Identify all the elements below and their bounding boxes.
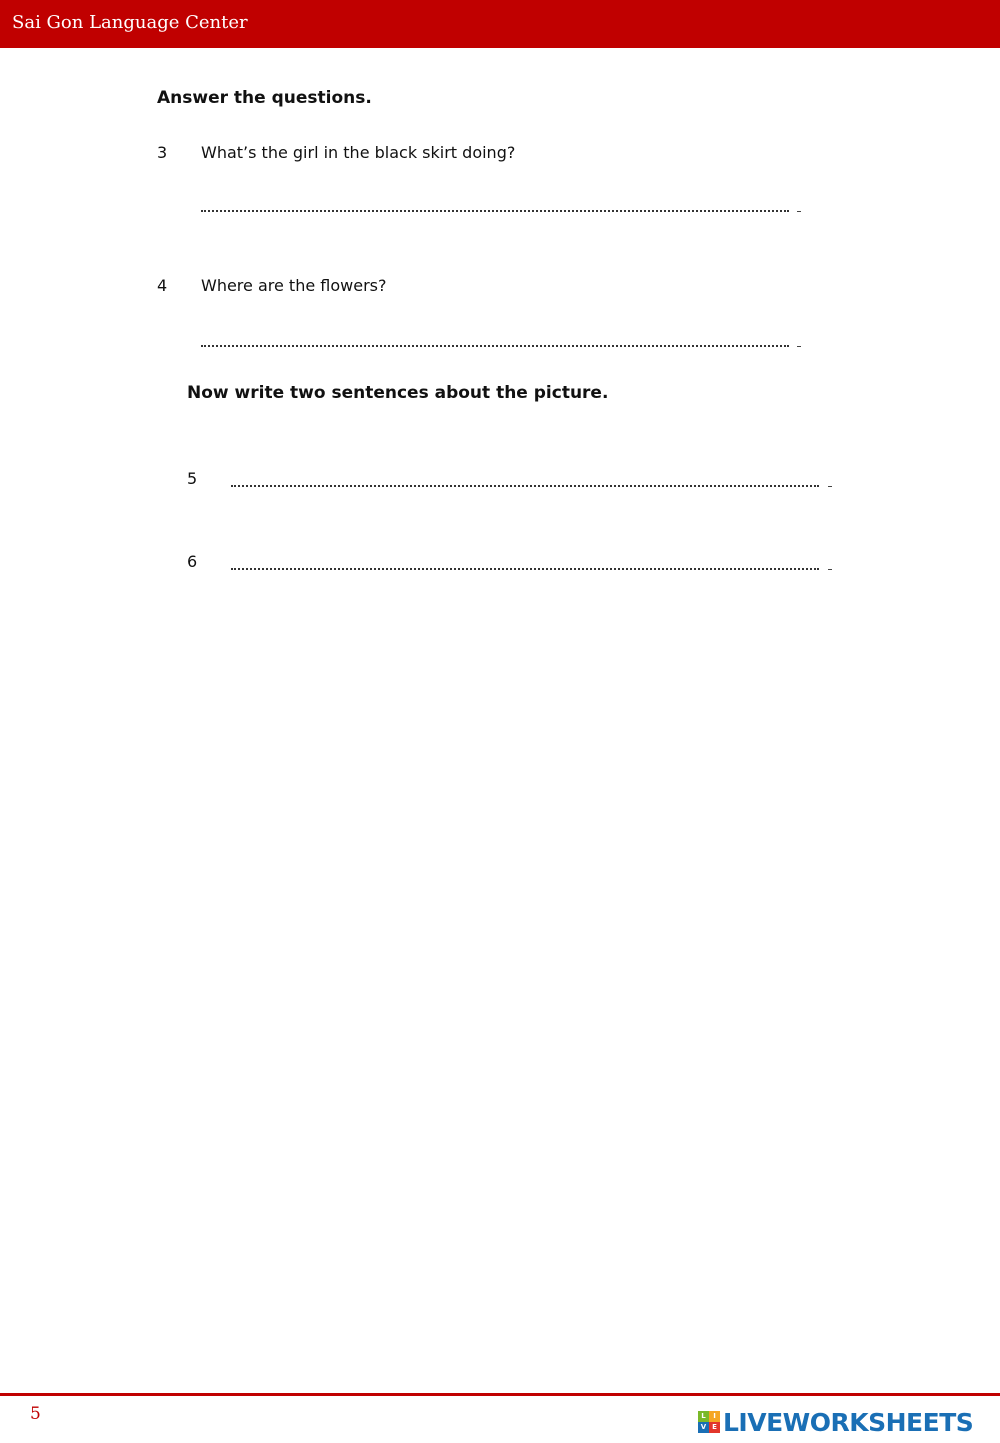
question-text: Where are the flowers?: [201, 276, 387, 295]
question-number: 4: [157, 276, 168, 295]
header-title: Sai Gon Language Center: [12, 12, 248, 33]
line-end-mark: [828, 486, 832, 487]
footer-rule: [0, 1393, 1000, 1396]
line-end-mark: [797, 211, 801, 212]
liveworksheets-logo-icon: [698, 1411, 720, 1433]
instruction-answer-questions: Answer the questions.: [157, 88, 372, 108]
liveworksheets-brand: [698, 1408, 973, 1436]
brand-name: LIVEWORKSHEETS: [723, 1407, 974, 1437]
sentence-number: 5: [187, 469, 198, 488]
line-end-mark: [797, 346, 801, 347]
answer-field-sentence-5[interactable]: [231, 485, 819, 487]
header-bar: [0, 0, 1000, 48]
question-number: 3: [157, 143, 168, 162]
question-text: What’s the girl in the black skirt doing?: [201, 143, 516, 162]
logo-letter: I: [709, 1411, 720, 1422]
answer-field-q3[interactable]: [201, 210, 789, 212]
sentence-number: 6: [187, 552, 198, 571]
logo-letter: L: [698, 1411, 709, 1422]
answer-field-q4[interactable]: [201, 345, 789, 347]
instruction-write-sentences: Now write two sentences about the picture.: [187, 383, 609, 403]
page-number: 5: [30, 1404, 41, 1424]
line-end-mark: [828, 569, 832, 570]
answer-field-sentence-6[interactable]: [231, 568, 819, 570]
logo-letter: V: [698, 1422, 709, 1433]
logo-letter: E: [709, 1422, 720, 1433]
